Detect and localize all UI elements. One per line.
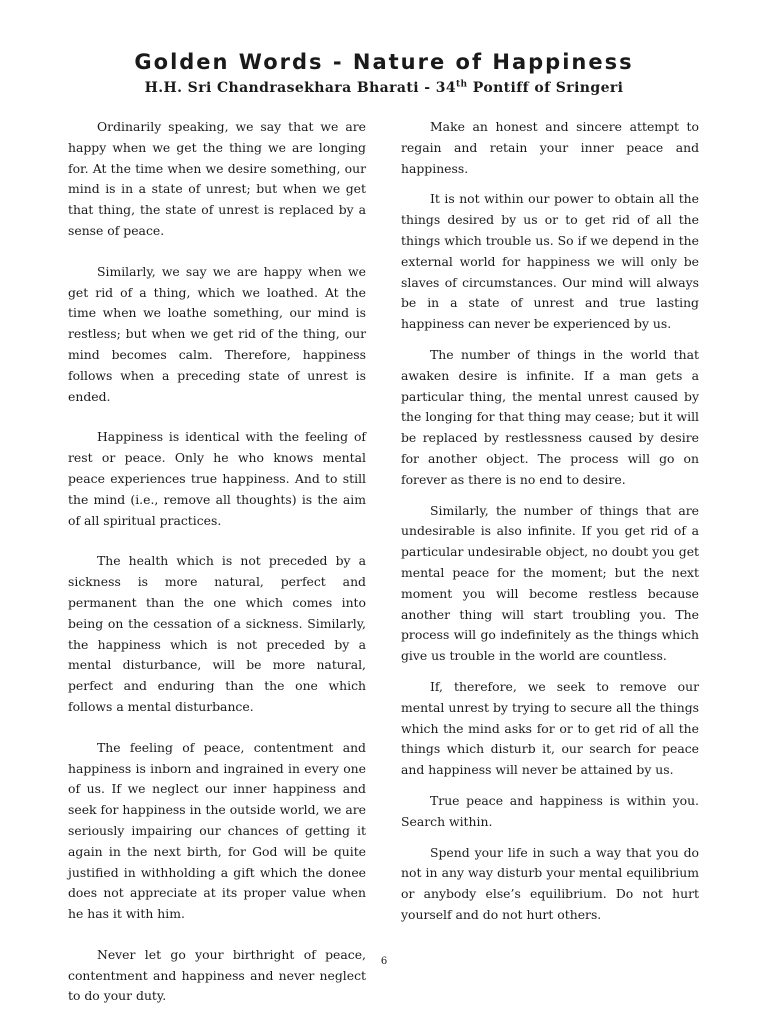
paragraph: Similarly, we say we are happy when we get rid of a thing, which we loathed. At the time when we loathe something, our mind is restless; but when we get rid of the thing, our mind becomes calm. Therefore, happiness follows when a preceding state of unrest is ended. <box>68 263 366 404</box>
paragraph: True peace and happiness is within you. Search within. <box>401 792 699 829</box>
subtitle-author: H.H. Sri Chandrasekhara Bharati - 34 <box>144 80 456 96</box>
subtitle-role: Pontiff of Sringeri <box>467 80 624 96</box>
page-title: Golden Words - Nature of Happiness <box>134 50 634 74</box>
page-subtitle <box>0 80 768 96</box>
paragraph: The number of things in the world that awaken desire is infinite. If a man gets a particular thing, the mental unrest caused by the longing for that thing may cease; but it will be replaced by restlessness caused by desire for another object. The process will go on forever as there is no end to desire. <box>401 346 699 487</box>
paragraph: Happiness is identical with the feeling of rest or peace. Only he who knows mental peace experiences true happiness. And to still the mind (i.e., remove all thoughts) is the aim of all spiritual practices. <box>68 429 366 528</box>
paragraph: Ordinarily speaking, we say that we are happy when we get the thing we are longing for. At the time when we desire something, our mind is in a state of unrest; but when we get that thing, the state of unrest is replaced by a sense of peace. <box>68 119 366 238</box>
paragraph: Make an honest and sincere attempt to regain and retain your inner peace and happiness. <box>401 119 699 176</box>
paragraph: Similarly, the number of things that are undesirable is also infinite. If you get rid of a particular undesirable object, no doubt you get mental peace for the moment; but the next moment you will become restless because another thing will start troubling you. The process will go indefinitely as the things which give us trouble in the world are countless. <box>401 502 699 664</box>
subtitle-ordinal-suffix: th <box>456 79 468 90</box>
paragraph: It is not within our power to obtain all the things desired by us or to get rid of all the things which trouble us. So if we depend in the external world for happiness we will only be slaves of circumstances. Our mind will always be in a state of unrest and true lasting happiness can never be experienced by us. <box>401 191 699 332</box>
paragraph: Never let go your birthright of peace, contentment and happiness and never neglect to do your duty. <box>68 946 366 1004</box>
paragraph: The health which is not preceded by a sickness is more natural, perfect and permanent than the one which comes into being on the cessation of a sickness. Similarly, the happiness which is not preceded by a mental disturbance, will be more natural, perfect and enduring than the one which follows a mental disturbance. <box>68 553 366 714</box>
paragraph: If, therefore, we seek to remove our mental unrest by trying to secure all the things which the mind asks for or to get rid of all the things which disturb it, our search for peace and happiness will never be attained by us. <box>401 678 699 778</box>
paragraph: Spend your life in such a way that you do not in any way disturb your mental equilibrium or anybody else’s equilibrium. Do not hurt yourself and do not hurt others. <box>401 844 699 922</box>
page-number: 6 <box>380 956 388 967</box>
paragraph: The feeling of peace, contentment and happiness is inborn and ingrained in every one of us. If we neglect our inner happiness and seek for happiness in the outside world, we are seriously impairing our chances of getting it again in the next birth, for God will be quite justified in withholding a gift which the donee does not appreciate at its proper value when he has it with him. <box>68 739 366 922</box>
left-column <box>68 117 366 1027</box>
right-column <box>401 117 699 936</box>
